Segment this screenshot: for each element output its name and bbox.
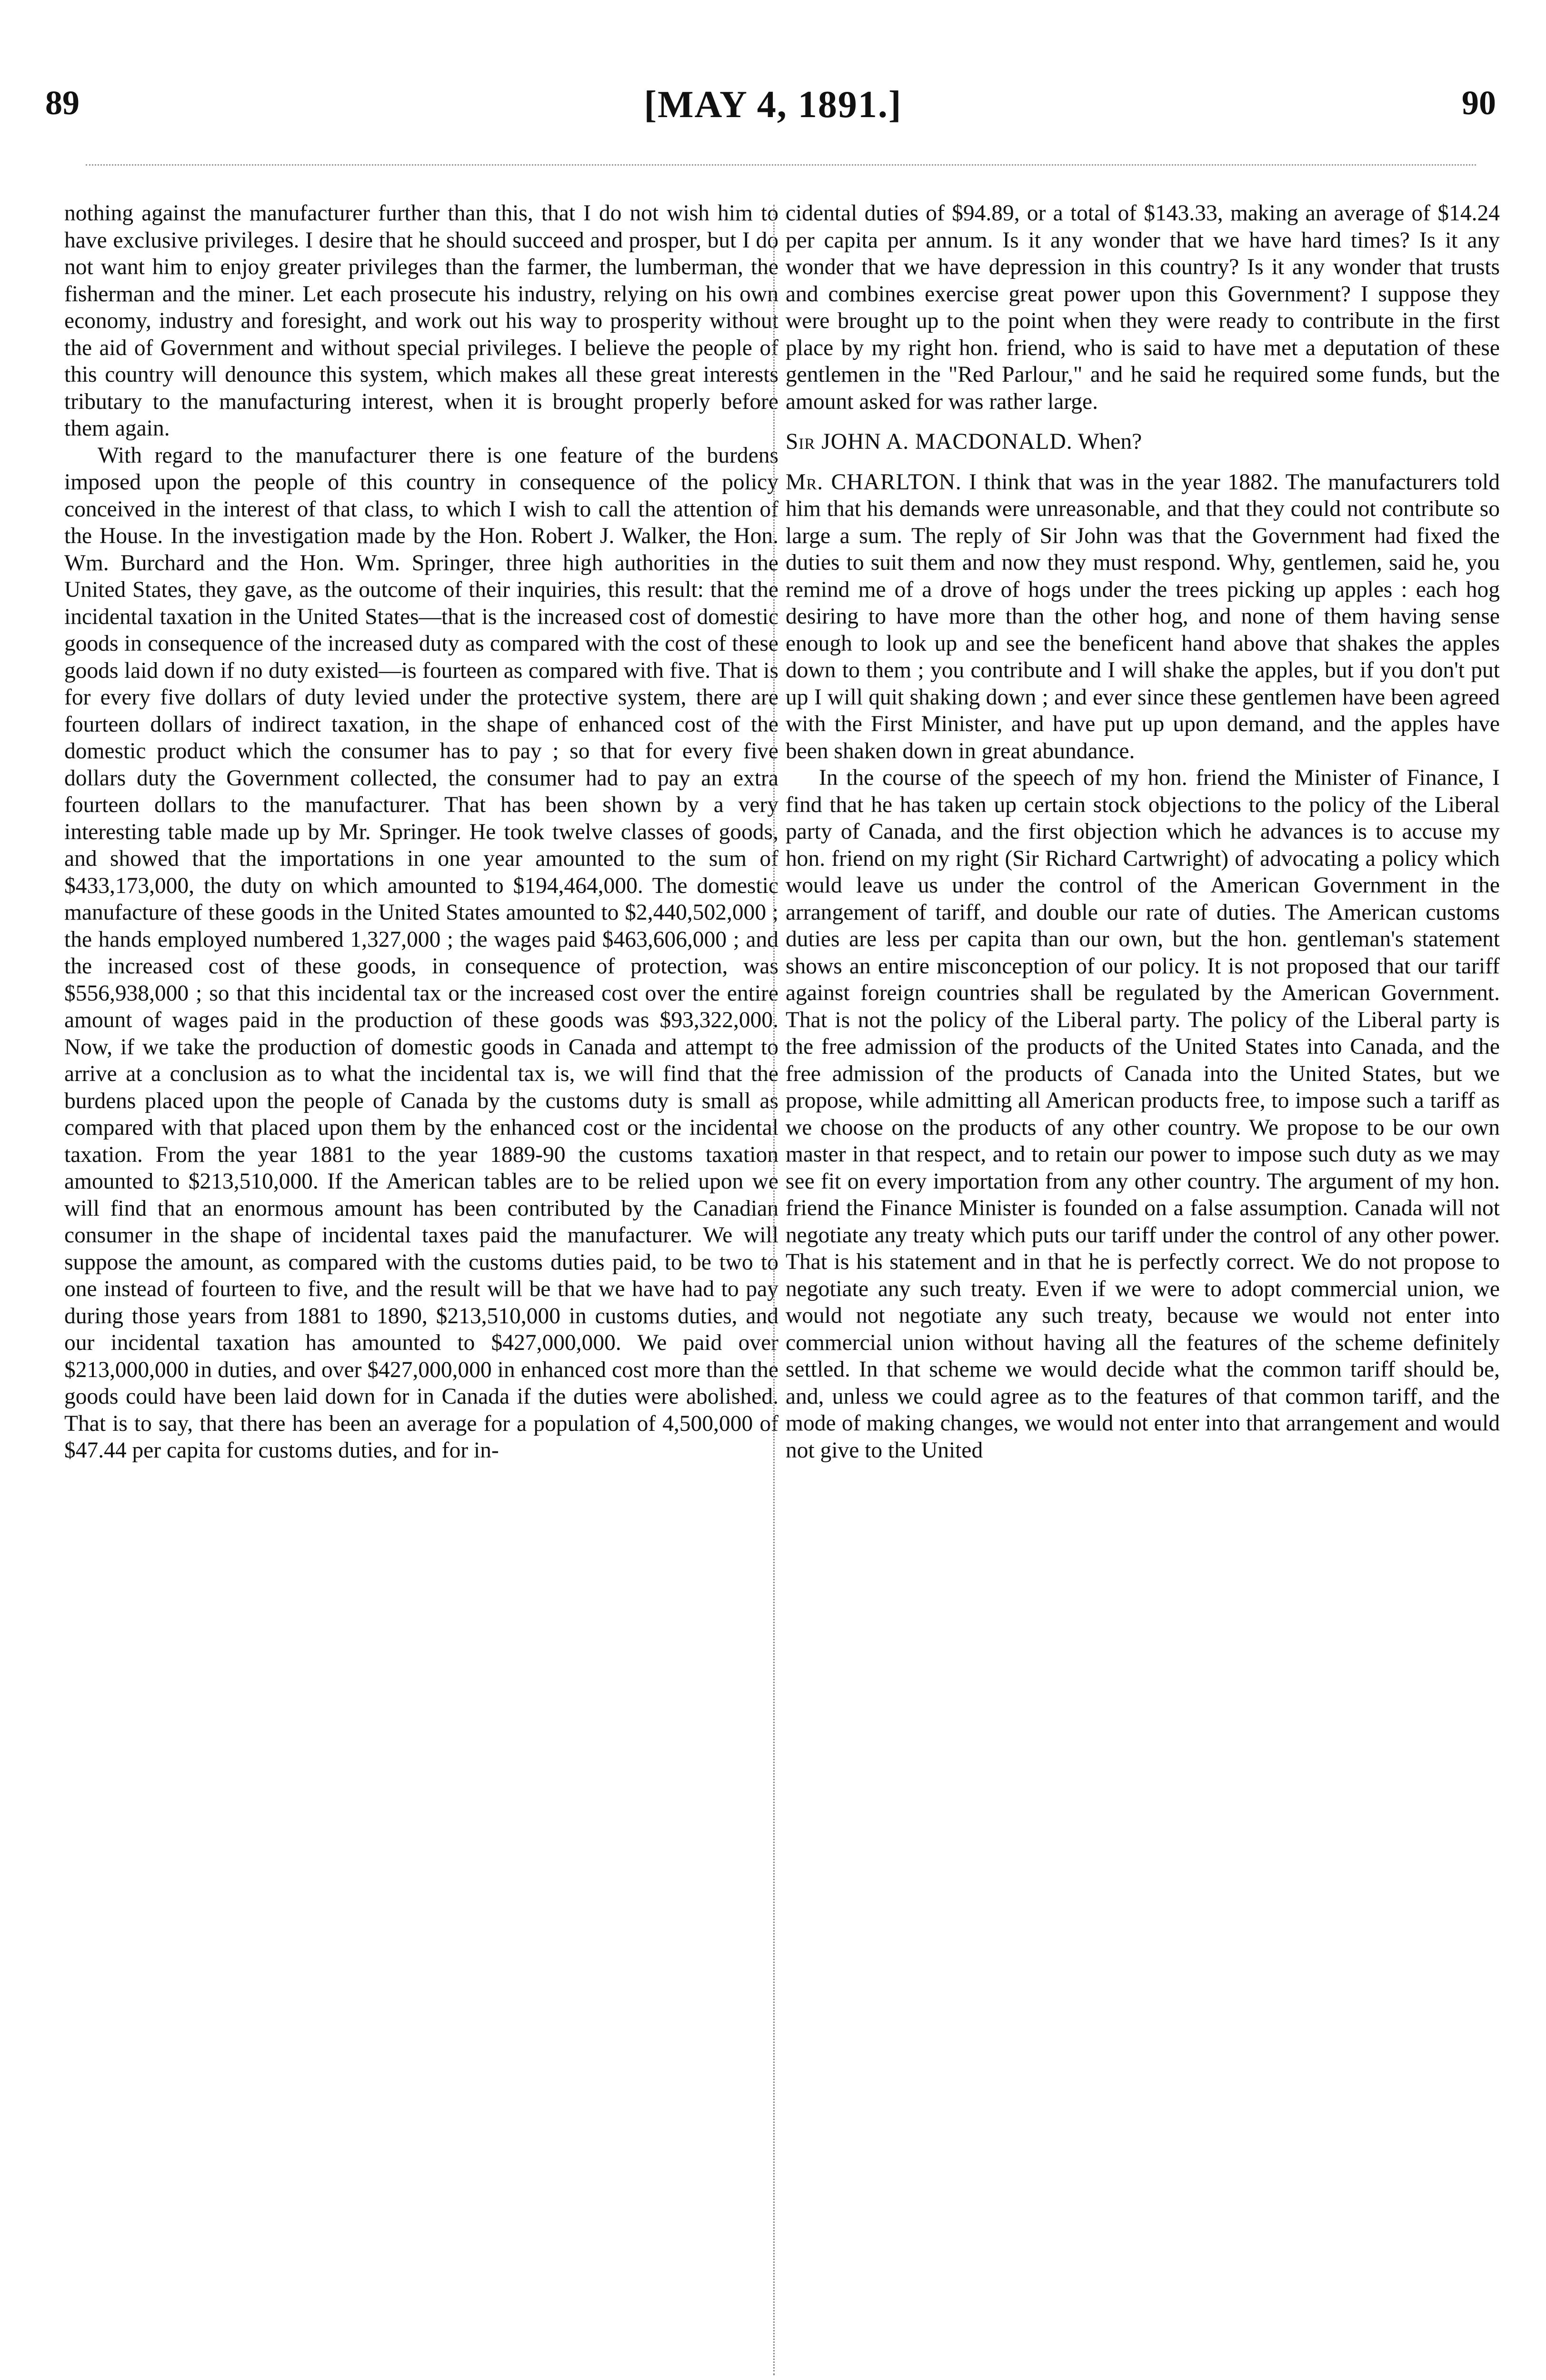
column-divider: [773, 205, 775, 2375]
speaker-line: [786, 469, 1500, 765]
right-column: [786, 200, 1500, 2370]
left-column: [64, 200, 778, 2370]
speaker-name: Sir JOHN A. MACDONALD.: [786, 429, 1073, 454]
header-date: [MAY 4, 1891.]: [644, 84, 902, 126]
speech-text: When?: [1077, 429, 1142, 454]
paragraph: With regard to the manufacturer there is one feature of the burdens imposed upon the people of this country in consequence of the policy conceived in the interest of that class, to which I wish to call the attention of the House. In the investigation made by the Hon. Robert J. Walker, the Hon. Wm. Burchard and the Hon. Wm. Springer, three high authorities in the United States, they gave, as the outcome of their inquiries, this result: that the incidental taxation in the United States—that is the increased cost of domestic goods in consequence of the increased duty as compared with the cost of these goods laid down if no duty existed—is fourteen as compared with five. That is for every five dollars of duty levied under the protective system, there are fourteen dollars of indirect taxation, in the shape of enhanced cost of the domestic product which the consumer has to pay ; so that for every five dollars duty the Government collected, the consumer had to pay an extra fourteen dollars to the manufacturer. That has been shown by a very interesting table made up by Mr. Springer. He took twelve classes of goods, and showed that the importations in one year amounted to the sum of $433,173,000, the duty on which amounted to $194,464,000. The domestic manufacture of these goods in the United States amounted to $2,440,502,000 ; the hands employed numbered 1,327,000 ; the wages paid $463,606,000 ; and the increased cost of these goods, in consequence of protection, was $556,938,000 ; so that this incidental tax or the increased cost over the entire amount of wages paid in the production of these goods was $93,322,000. Now, if we take the production of domestic goods in Canada and attempt to arrive at a conclusion as to what the incidental tax is, we will find that the burdens placed upon the people of Canada by the customs duty is small as compared with that placed upon them by the enhanced cost or the incidental taxation. From the year 1881 to the year 1889-90 the customs taxation amounted to $213,510,000. If the American tables are to be relied upon we will find that an enormous amount has been contributed by the Canadian consumer in the shape of incidental taxes paid the manufacturer. We will suppose the amount, as compared with the customs duties paid, to be two to one instead of fourteen to five, and the result will be that we have had to pay during those years from 1881 to 1890, $213,510,000 in customs duties, and our incidental taxation has amounted to $427,000,000. We paid over $213,000,000 in duties, and over $427,000,000 in enhanced cost more than the goods could have been laid down for in Canada if the duties were abolished. That is to say, that there has been an average for a population of 4,500,000 of $47.44 per capita for customs duties, and for in-: [64, 443, 778, 1463]
paragraph: nothing against the manufacturer further than this, that I do not wish him to have exclusive privileges. I desire that he should succeed and prosper, but I do not want him to enjoy greater privileges than the farmer, the lumberman, the fisherman and the miner. Let each prosecute his industry, relying on his own economy, industry and foresight, and work out his way to prosperity without the aid of Government and without special privileges. I believe the people of this country will denounce this system, which makes all these great interests tributary to the manufacturing interest, when it is brought properly before them again.: [64, 201, 778, 441]
spacer: [786, 415, 1500, 428]
paragraph: In the course of the speech of my hon. friend the Minister of Finance, I find that he has taken up certain stock objections to the policy of the Liberal party of Canada, and the first objection which he advances is to accuse my hon. friend on my right (Sir Richard Cartwright) of advocating a policy which would leave us under the control of the American Government in the arrangement of tariff, and double our rate of duties. The American customs duties are less per capita than our own, but the hon. gentleman's statement shows an entire misconception of our policy. It is not proposed that our tariff against foreign countries shall be regulated by the American Government. That is not the policy of the Liberal party. The policy of the Liberal party is the free admission of the products of the United States into Canada, and the free admission of the products of Canada into the United States, but we propose, while admitting all American products free, to impose such a tariff as we choose on the products of any other country. We propose to be our own master in that respect, and to retain our power to impose such duty as we may see fit on every importation from any other country. The argument of my hon. friend the Finance Minister is founded on a false assumption. Canada will not negotiate any treaty which puts our tariff under the control of any other power. That is his statement and in that he is perfectly correct. We do not propose to negotiate any such treaty. Even if we were to adopt commercial union, we would not negotiate any such treaty, because we would not enter into commercial union without having all the features of the scheme definitely settled. In that scheme we would decide what the common tariff should be, and, unless we could agree as to the features of that common tariff, and the mode of making changes, we would not enter into that arrangement and would not give to the United: [786, 765, 1500, 1463]
speaker-name: Mr. CHARLTON.: [786, 469, 962, 495]
page-number-left: 89: [45, 84, 80, 122]
speaker-line: [786, 428, 1500, 456]
header-rule: [86, 164, 1476, 166]
page-header: [0, 86, 1546, 157]
speech-text: I think that was in the year 1882. The manufacturers told him that his demands were unreasonable, and that they could not contribute so large a sum. The reply of Sir John was that the Government had fixed the duties to suit them and now they must respond. Why, gentlemen, said he, you remind me of a drove of hogs under the trees picking up apples : each hog desiring to have more than the other hog, and none of them having sense enough to look up and see the beneficent hand above that shakes the apples down to them ; you contribute and I will shake the apples, but if you don't put up I will quit shaking down ; and ever since these gentlemen have been agreed with the First Minister, and have put up upon demand, and the apples have been shaken down in great abundance.: [786, 469, 1500, 764]
spacer: [786, 456, 1500, 469]
page-number-right: 90: [1462, 84, 1496, 122]
paragraph: cidental duties of $94.89, or a total of $143.33, making an average of $14.24 per capita per annum. Is it any wonder that we have hard times? Is it any wonder that we have depression in this country? Is it any wonder that trusts and combines exercise great power upon this Government? I suppose they were brought up to the point when they were ready to contribute in the first place by my right hon. friend, who is said to have met a deputation of these gentlemen in the "Red Parlour," and he said he required some funds, but the amount asked for was rather large.: [786, 201, 1500, 414]
